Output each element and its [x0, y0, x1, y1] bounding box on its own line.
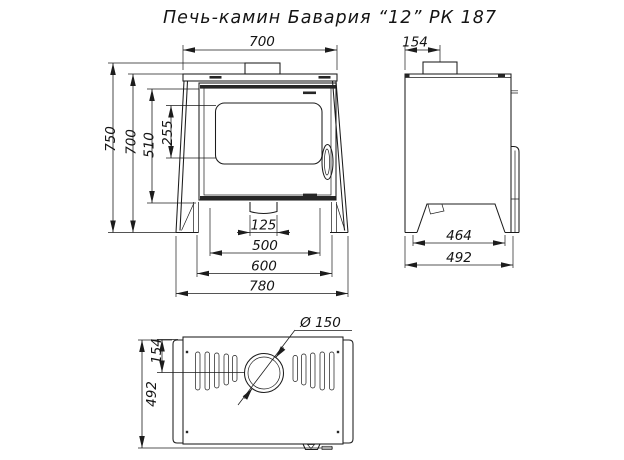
dimension-label: 700 — [249, 34, 275, 50]
dimension-label: 154 — [149, 338, 165, 364]
dim-side-flue-offset — [402, 35, 440, 71]
dimension-label: 510 — [141, 132, 158, 158]
dimension-label: 780 — [249, 278, 275, 295]
screw-dot — [186, 351, 188, 353]
door-frame-inner — [204, 88, 331, 195]
top-plate-cap — [210, 76, 222, 79]
vent-slot — [215, 353, 220, 388]
latch-mark-top — [303, 92, 316, 95]
door-top-band — [200, 85, 336, 89]
vent-slots-left — [196, 352, 238, 390]
flue-collar-outer — [245, 354, 284, 393]
vent-slots-right — [293, 352, 334, 390]
cutout-notch — [428, 205, 444, 215]
ash-drawer — [250, 202, 277, 214]
dimension-label: 500 — [252, 238, 278, 254]
dim-front-ashpan-width — [237, 215, 290, 236]
top-plate-cap — [319, 76, 331, 79]
dimension-label: 750 — [103, 126, 119, 152]
side-view — [402, 35, 519, 269]
side-top-cap — [405, 74, 410, 77]
vent-slot — [224, 354, 229, 385]
flue-stub-front — [245, 63, 280, 74]
vent-slot — [293, 356, 298, 382]
glass-window — [216, 103, 323, 164]
front-view — [103, 34, 348, 297]
door-bottom-band — [200, 196, 336, 200]
dimension-label: 600 — [251, 258, 277, 275]
damper-rod — [511, 91, 518, 93]
vent-slot — [205, 352, 210, 390]
side-body — [405, 74, 511, 233]
dim-top-depth — [138, 340, 333, 448]
dim-top-flue-offset — [149, 338, 245, 372]
dimension-label: 255 — [160, 120, 176, 146]
top-view — [138, 315, 353, 450]
flue-collar-inner — [248, 357, 280, 389]
side-top-cap — [498, 75, 505, 78]
vent-slot — [330, 352, 335, 390]
vent-slot — [302, 354, 307, 385]
dimension-label: 492 — [144, 381, 160, 407]
back-panel-flange — [343, 340, 353, 443]
vent-slot — [311, 353, 316, 388]
dimension-label: 125 — [250, 217, 277, 234]
front-panel-flange — [173, 340, 183, 443]
rear-shield-detail — [511, 151, 519, 233]
dimension-label: Ø 150 — [300, 315, 341, 331]
vent-slot — [196, 352, 201, 390]
screw-dot — [337, 431, 339, 433]
latch-mark-bottom — [303, 194, 317, 197]
flue-stub-side — [423, 62, 457, 74]
dimension-label: 700 — [123, 129, 140, 155]
dim-side-foot-span — [413, 228, 505, 246]
door-handle-inner — [324, 149, 329, 175]
screw-dot — [186, 431, 188, 433]
dimension-label: 154 — [402, 34, 428, 51]
dim-front-top-width — [183, 34, 337, 70]
door-frame-outer — [199, 83, 336, 200]
screw-dot — [337, 351, 339, 353]
dimension-label: 492 — [446, 250, 472, 266]
top-plate-front — [183, 74, 337, 81]
dimension-label: 464 — [446, 228, 472, 244]
vent-slot — [233, 356, 238, 382]
drawing-title: Печь-камин Бавария “12” РК 187 — [162, 8, 498, 28]
dim-front-glass-height — [160, 106, 216, 159]
door-handle — [322, 145, 333, 180]
vent-slot — [320, 352, 325, 390]
